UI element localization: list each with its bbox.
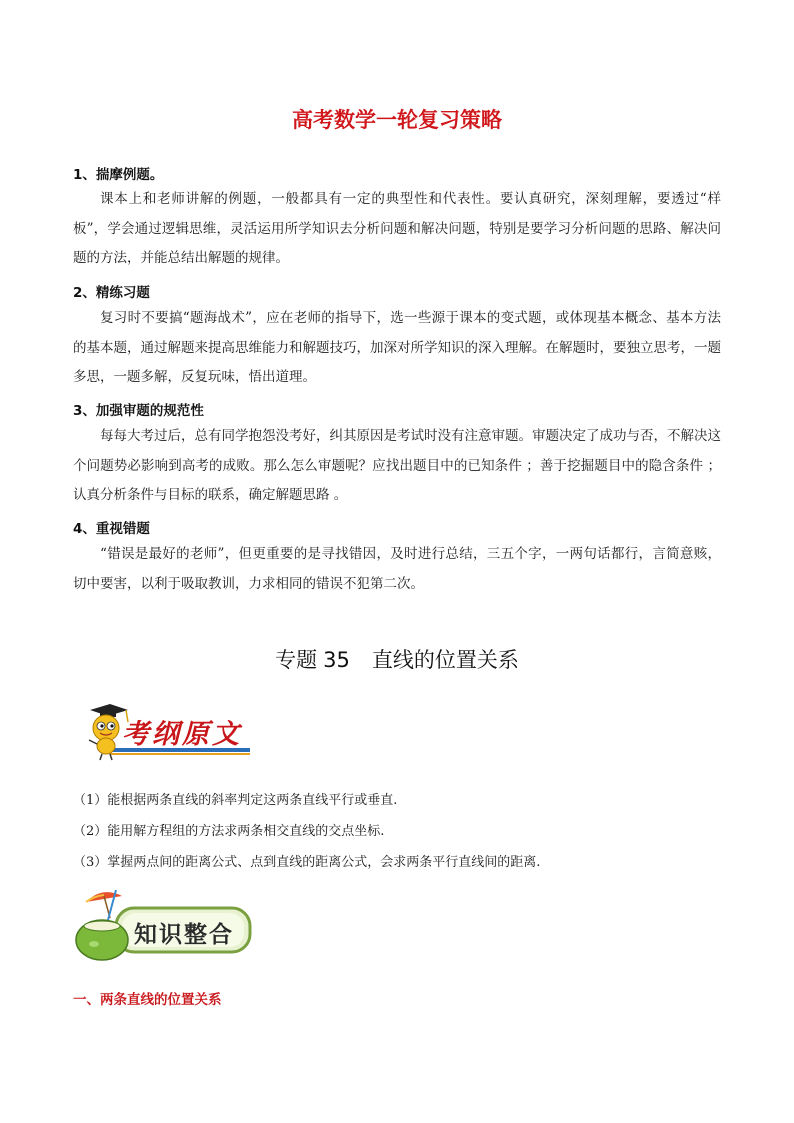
section-heading-2: 2、精练习题 (73, 285, 150, 301)
subheading-line-relations: 一、两条直线的位置关系 (73, 992, 222, 1008)
section-heading-4: 4、重视错题 (73, 521, 150, 537)
section-paragraph-2: 复习时不要搞“题海战术”，应在老师的指导下，选一些源于课本的变式题，或体现基本概念、基本方法的基本题，通过解题来提高思维能力和解题技巧，加深对所学知识的深入理解。在解题时，要独立思考，一题多思，一题多解，反复玩味，悟出道理。 (73, 310, 721, 385)
topic-name: 直线的位置关系 (371, 648, 519, 672)
outline-item-1: （1）能根据两条直线的斜率判定这两条直线平行或垂直. (73, 793, 398, 808)
section-heading-1: 1、揣摩例题。 (73, 167, 164, 183)
outline-item-2: （2）能用解方程组的方法求两条相交直线的交点坐标. (73, 824, 385, 839)
knowledge-badge (72, 886, 256, 964)
topic-prefix: 专题 (275, 648, 318, 672)
outline-item-3: （3）掌握两点间的距离公式、点到直线的距离公式，会求两条平行直线间的距离. (73, 855, 541, 870)
knowledge-badge-label: 知识整合 (134, 922, 234, 948)
section-paragraph-3: 每每大考过后，总有同学抱怨没考好，纠其原因是考试时没有注意审题。审题决定了成功与否，不解决这个问题势必影响到高考的成败。那么怎么审题呢？应找出题目中的已知条件 ；善于挖掘题目中的隐含条件 ；认真分析条件与目标的联系，确定解题思路 。 (73, 428, 721, 503)
section-paragraph-1: 课本上和老师讲解的例题，一般都具有一定的典型性和代表性。要认真研究，深刻理解，要透过“样板”，学会通过逻辑思维，灵活运用所学知识去分析问题和解决问题，特别是要学习分析问题的思路、解决问题的方法，并能总结出解题的规律。 (73, 191, 721, 266)
topic-number: 35 (323, 648, 350, 672)
outline-badge (72, 700, 254, 762)
topic-title (0, 644, 794, 674)
outline-badge-label: 考纲原文 (122, 719, 242, 750)
section-heading-3: 3、加强审题的规范性 (73, 403, 204, 419)
section-paragraph-4: “错误是最好的老师”，但更重要的是寻找错因，及时进行总结，三五个字，一两句话都行，言简意赅，切中要害，以利于吸取教训，力求相同的错误不犯第二次。 (73, 546, 721, 592)
main-title: 高考数学一轮复习策略 (292, 108, 502, 132)
